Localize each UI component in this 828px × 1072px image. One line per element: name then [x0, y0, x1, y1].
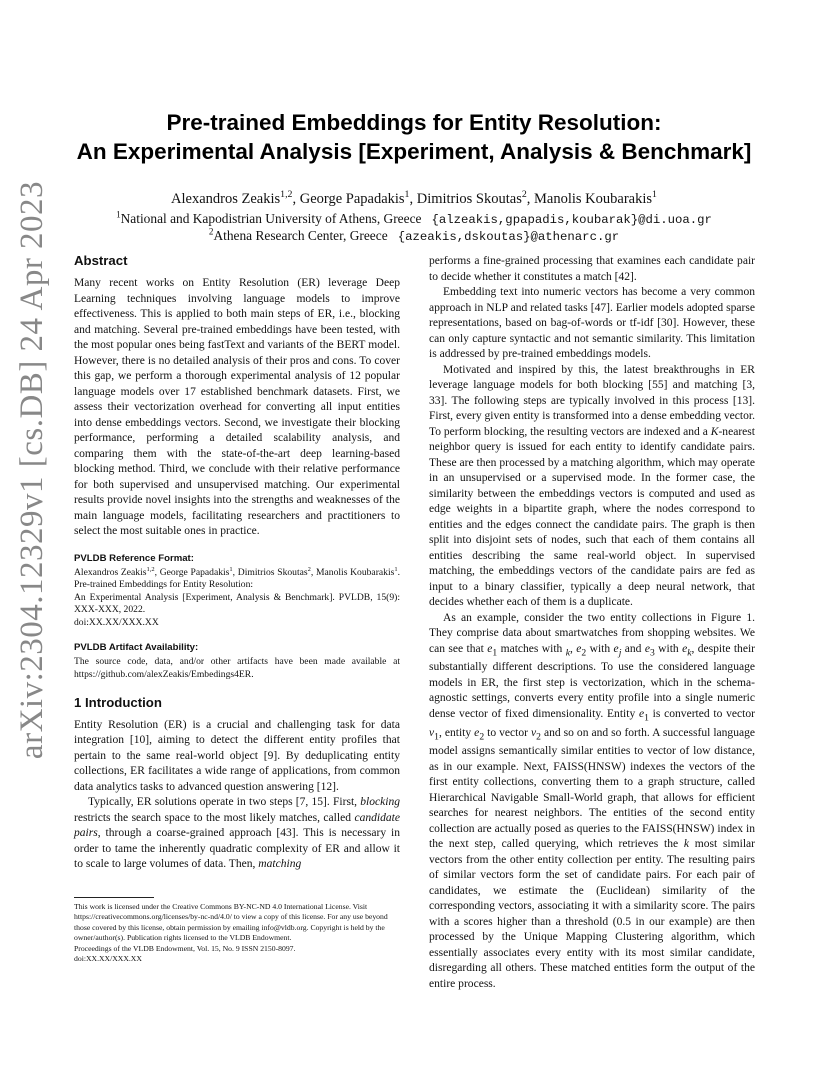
paper-title	[50, 108, 778, 166]
license-text: This work is licensed under the Creative Commons BY-NC-ND 4.0 International License. Visit https://creativecommons.org/licenses/by-nc-nd/4.0/ to view a copy of this license. For any use beyond those covered by this license, obtain permission by emailing info@vldb.org. Copyright is held by the owner/author(s). Publication rights licensed to the VLDB Endowment.	[74, 901, 388, 943]
affiliation-name: Athena Research Center, Greece	[213, 228, 388, 243]
affiliation-email: {azeakis,dskoutas}@athenarc.gr	[397, 230, 620, 244]
body-paragraph: As an example, consider the two entity collections in Figure 1. They comprise data about smartwatches from shopping websites. We can see that $e_1$ matches with $_k$, $e_2$ with $e_j$ and $e_3$ with $e_k$, despite their substantially different descriptions. To use the considered language models in ER, the first step is vectorization, which in the schema-agnostic settings, converts every entity profile into a single numeric dense vector of fixed dimensionality. Entity $e_1$ is converted to vector $v_1$, entity $e_2$ to vector $v_2$ and so on and so forth. A successful language model assigns semantically similar entities to vector of low distance, as in our example. Next, FAISS(HNSW) indexes the vectors of the first entity collections, converting them to a graph structure, called Hierarchical Navigable Small-World graph, that allows for efficient searches for nearest neighbors. The entities of the second entity collection are actually posed as queries to the FAISS(HNSW) index in the next step, called querying, which retrieves the k most similar vectors from the other entity collection per entity. The resulting pairs of similar vectors form the set of candidate pairs. For each pair of candidates, we estimate the (Euclidean) similarity of the corresponding vectors, associating it with a similarity score. The pairs with a scores higher than a threshold (0.5 in our example) are then processed by the Unique Mapping Clustering algorithm, which essentially associates every entity with its most similar candidate, disregarding all others. These matched entities form the output of the entire process.	[429, 611, 756, 990]
body-paragraph: Embedding text into numeric vectors has become a very common approach in NLP and related tasks [47]. Earlier models adopted sparse representations, based on bag-of-words or tf-idf [30]. However, these can only capture syntactic and not semantic similarity. This limitation is addressed by pre-trained embeddings models.	[429, 286, 755, 360]
body-paragraph: performs a fine-grained processing that examines each candidate pair to decide whether it constitutes a match [42].	[429, 255, 755, 283]
author-name: , George Papadakis	[292, 191, 405, 207]
intro-paragraph-1: Entity Resolution (ER) is a crucial and challenging task for data integration [10], aiming to detect the different entity profiles that pertain to the same real-world object [9]. By deduplicating entity collections, ER facilitates a wide range of applications, from common data analytics tasks to advanced question answering [12].	[74, 718, 400, 793]
doi-text: doi:XX.XX/XXX.XX	[74, 954, 142, 964]
affiliation-marker: 2	[208, 226, 214, 237]
affiliation-marker: 1	[116, 209, 121, 220]
artifact-text: The source code, data, and/or other artifacts have been made available at https://github.com/alexZeakis/Embedings4ER.	[74, 656, 400, 681]
title-line-2: An Experimental Analysis [Experiment, Analysis & Benchmark]	[76, 139, 752, 164]
affiliation-name: National and Kapodistrian University of Athens, Greece	[120, 211, 422, 226]
abstract-text: Many recent works on Entity Resolution (ER) leverage Deep Learning techniques involving language models to improve effectiveness. This is applied to both main steps of ER, i.e., blocking and matching. Several pre-trained embeddings have been tested, with the most popular ones being fastText and variants of the BERT model. However, there is no detailed analysis of their pros and cons. To cover this gap, we perform a thorough experimental analysis of 12 popular language models over 17 established benchmark datasets. First, we assess their vectorization overhead for converting all input entities into dense embeddings vectors. Second, we investigate their blocking performance, performing a detailed scalability analysis, and comparing them with the state-of-the-art deep learning-based blocking method. Third, we conclude with their relative performance for both supervised and unsupervised matching. Our experimental results provide novel insights into the strengths and weaknesses of the main language models, facilitating researchers and practitioners to select the most suitable ones in practice.	[74, 277, 400, 537]
right-column	[429, 254, 755, 992]
author-affiliation-marker: 2	[521, 189, 527, 201]
author-name: , Dimitrios Skoutas	[409, 191, 522, 207]
reference-format-text: Alexandros Zeakis$^{1,2}$, George Papadakis$^1$, Dimitrios Skoutas$^2$, Manolis Koubarakis$^1$. Pre-trained Embeddings for Entity Resolution: An Experimental Analysis [Experiment, Analysis & Benchmark]. PVLDB, 15(9): XXX-XXX, 2022. doi:XX.XX/XXX.XX	[74, 565, 401, 628]
author-name: Alexandros Zeakis	[171, 191, 281, 207]
reference-format	[74, 552, 400, 682]
author-affiliation-marker: 1	[652, 189, 657, 201]
body-paragraph: Motivated and inspired by this, the latest breakthroughs in ER leverage language models for both blocking [55] and matching [3, 33]. The following steps are typically involved in this process [13]. First, every given entity is transformed into a dense embedding vector. To perform blocking, the resulting vectors are indexed and a K-nearest neighbor query is issued for each entity to identify candidate pairs. These are then processed by a matching algorithm, which may operate in an unsupervised or a supervised mode. In the former case, the similarity between the embeddings vectors is computed and used as edge weights in a bipartite graph, where the nodes correspond to entities and the edges connect the candidate pairs. The graph is then split into disjoint sets of nodes, such that each of them contains all entities describing the same real-world object. In supervised matching, the embeddings vectors of the candidate pairs are fed as input to a binary classifier, typically a deep neural network, that decides whether each of them is a duplicate.	[429, 363, 755, 608]
author-list	[40, 190, 788, 209]
title-line-1: Pre-trained Embeddings for Entity Resolution:	[166, 110, 662, 135]
proceedings-text: Proceedings of the VLDB Endowment, Vol. 15, No. 9 ISSN 2150-8097.	[74, 943, 296, 953]
author-name: , Manolis Koubarakis	[526, 191, 653, 207]
artifact-heading: PVLDB Artifact Availability:	[74, 642, 199, 654]
affiliation-2	[40, 228, 788, 245]
author-affiliation-marker: 1	[404, 189, 410, 201]
footnote	[74, 902, 400, 965]
affiliation-email: {alzeakis,gpapadis,koubarak}@di.uoa.gr	[431, 213, 712, 227]
section-heading-introduction: 1 Introduction	[74, 694, 162, 710]
intro-paragraph-2: Typically, ER solutions operate in two steps [7, 15]. First, blocking restricts the search space to the most likely matches, called candidate pairs, through a coarse-grained approach [43]. This is necessary in order to tame the inherently quadratic complexity of ER and allow it to scale to large volumes of data. Then, matching	[74, 796, 400, 871]
arxiv-side-label: arXiv:2304.12329v1 [cs.DB] 24 Apr 2023	[14, 180, 50, 760]
author-affiliation-marker: 1,2	[280, 189, 293, 201]
affiliation-1	[40, 211, 788, 228]
abstract-heading: Abstract	[74, 253, 128, 268]
reference-format-heading: PVLDB Reference Format:	[74, 552, 194, 564]
left-column	[74, 252, 400, 965]
footnote-rule	[74, 897, 154, 898]
